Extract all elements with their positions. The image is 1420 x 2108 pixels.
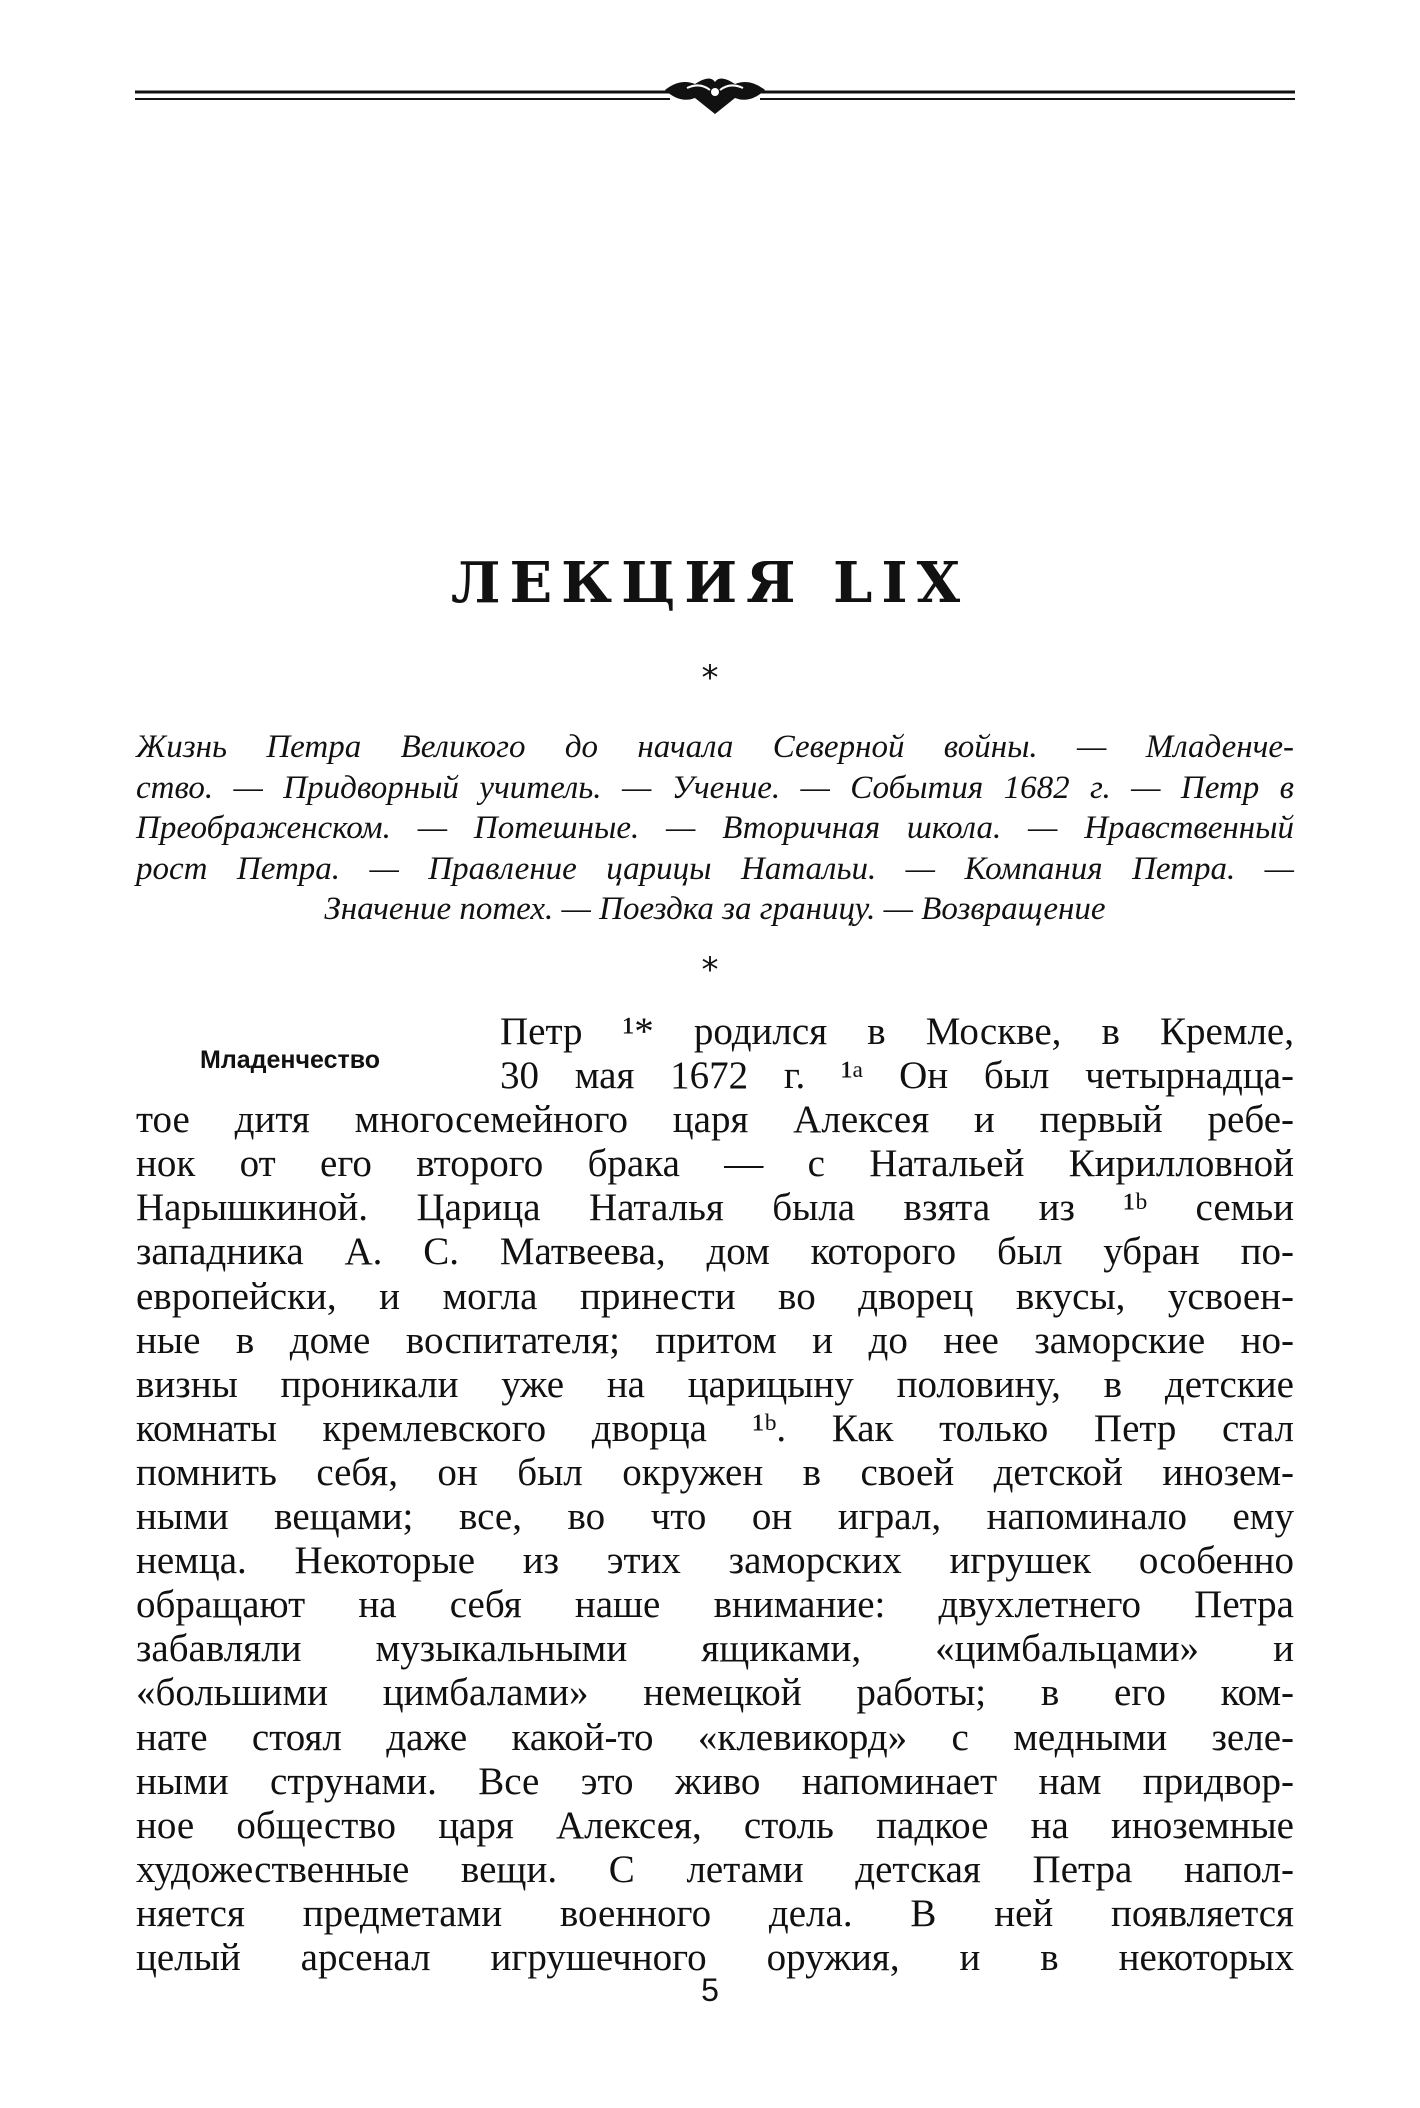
body-line: ными струнами. Все это живо напоминает нам придвор- [136, 1759, 1294, 1803]
lecture-title: ЛЕКЦИЯ LIX [450, 550, 970, 616]
side-heading: Младенчество [200, 1046, 381, 1074]
body-text [136, 1010, 1294, 1980]
summary-line: Жизнь Петра Великого до начала Северной войны. — Младенче- [136, 729, 1294, 765]
body-line: Нарышкиной. Царица Наталья была взята из ¹ᵇ семьи [136, 1186, 1294, 1230]
lecture-summary [136, 727, 1294, 930]
separator-star-bottom: * [701, 950, 719, 990]
body-line: «большими цимбалами» немецкой работы; в его ком- [136, 1671, 1294, 1715]
body-line: няется предметами военного дела. В ней появляется [136, 1891, 1294, 1935]
body-line: тое дитя многосемейного царя Алексея и первый ребе- [136, 1098, 1294, 1142]
summary-line: Преображенском. — Потешные. — Вторичная школа. — Нравственный [136, 810, 1294, 846]
body-line: нате стоял даже какой-то «клевикорд» с медными зеле- [136, 1715, 1294, 1759]
body-line: западника А. С. Матвеева, дом которого был убран по- [136, 1230, 1294, 1274]
separator-star-top: * [701, 658, 719, 698]
body-line: ные в доме воспитателя; притом и до нее заморские но- [136, 1318, 1294, 1362]
header-ornament-icon [135, 70, 1295, 130]
body-line: комнаты кремлевского дворца ¹ᵇ. Как только Петр стал [136, 1406, 1294, 1450]
body-line: ное общество царя Алексея, столь падкое на иноземные [136, 1803, 1294, 1847]
page-number: 5 [701, 1972, 719, 2008]
body-line: забавляли музыкальными ящиками, «цимбальцами» и [136, 1627, 1294, 1671]
body-line: 30 мая 1672 г. ¹ᵃ Он был четырнадца- [500, 1054, 1294, 1098]
body-line: художественные вещи. С летами детская Петра напол- [136, 1847, 1294, 1891]
body-line: помнить себя, он был окружен в своей детской инозем- [136, 1450, 1294, 1494]
body-line: обращают на себя наше внимание: двухлетнего Петра [136, 1583, 1294, 1627]
summary-line: ство. — Придворный учитель. — Учение. — События 1682 г. — Петр в [136, 769, 1294, 806]
body-line: целый арсенал игрушечного оружия, и в некоторых [136, 1935, 1294, 1979]
body-line: Петр ¹* родился в Москве, в Кремле, [500, 1010, 1294, 1053]
body-line: европейски, и могла принести во дворец вкусы, усвоен- [136, 1274, 1294, 1318]
body-line: ными вещами; все, во что он играл, напоминало ему [136, 1495, 1294, 1539]
body-line: визны проникали уже на царицыну половину, в детские [136, 1362, 1294, 1406]
summary-line: рост Петра. — Правление царицы Натальи. — Компания Петра. — [136, 850, 1294, 887]
body-line: немца. Некоторые из этих заморских игрушек особенно [136, 1539, 1294, 1583]
body-line: нок от его второго брака — с Натальей Кирилловной [136, 1142, 1294, 1186]
summary-line: Значение потех. — Поездка за границу. — Возвращение [324, 891, 1106, 927]
